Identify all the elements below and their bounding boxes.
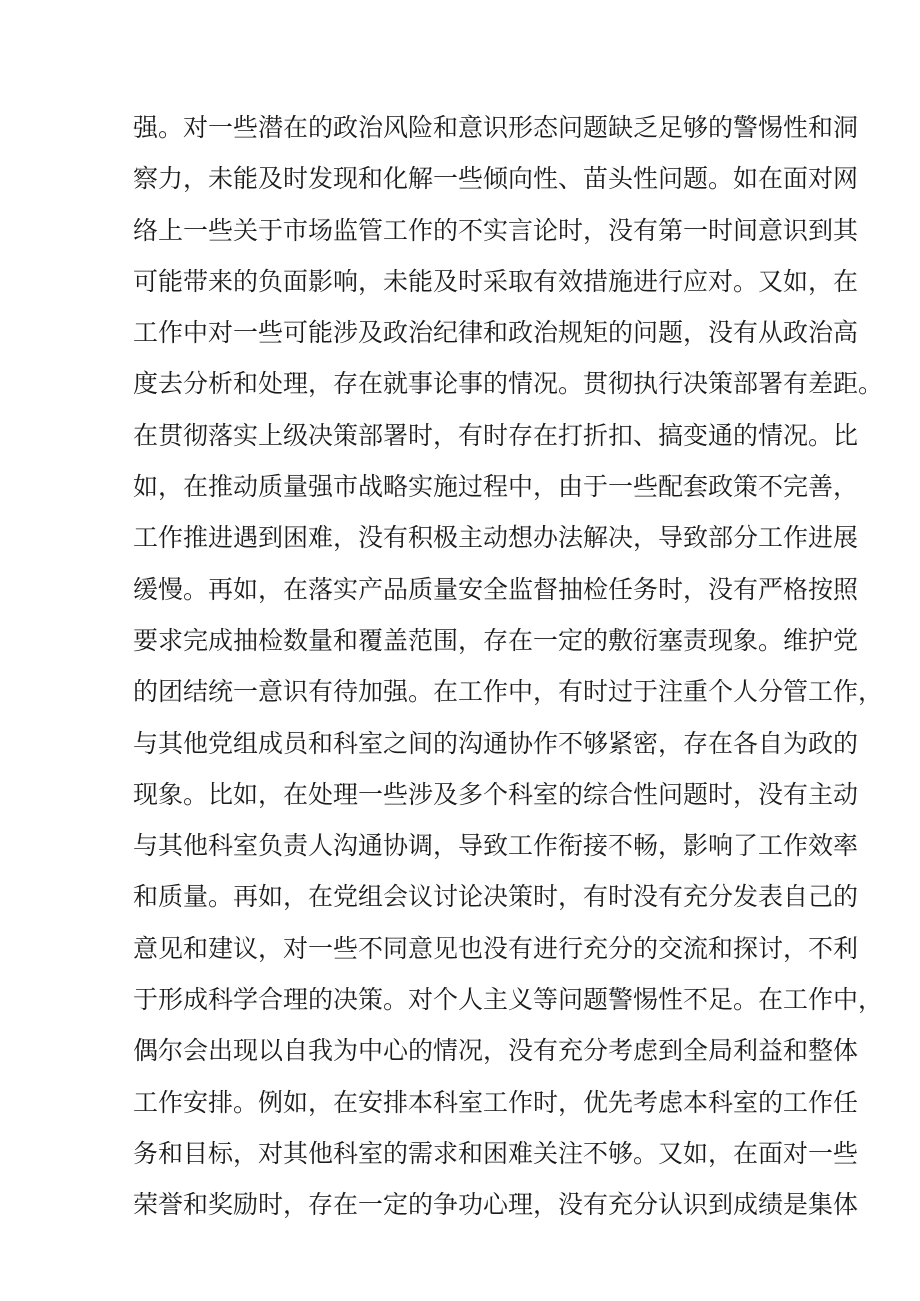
text-line-11: 要求完成抽检数量和覆盖范围，存在一定的敷衍塞责现象。维护党: [133, 625, 859, 655]
text-line-1: 强。对一些潜在的政治风险和意识形态问题缺乏足够的警惕性和洞: [133, 113, 859, 142]
text-line-6: 度去分析和处理，存在就事论事的情况。贯彻执行决策部署有差距。: [133, 369, 884, 399]
text-line-19: 偶尔会出现以自我为中心的情况，没有充分考虑到全局利益和整体: [133, 1036, 859, 1066]
text-line-4: 可能带来的负面影响，未能及时采取有效措施进行应对。又如，在: [133, 266, 859, 296]
text-line-7: 在贯彻落实上级决策部署时，有时存在打折扣、搞变通的情况。比: [133, 420, 859, 450]
text-line-17: 意见和建议，对一些不同意见也没有进行充分的交流和探讨，不利: [133, 933, 859, 963]
text-line-22: 荣誉和奖励时，存在一定的争功心理，没有充分认识到成绩是集体: [133, 1190, 859, 1220]
text-line-10: 缓慢。再如，在落实产品质量安全监督抽检任务时，没有严格按照: [133, 574, 859, 604]
text-line-14: 现象。比如，在处理一些涉及多个科室的综合性问题时，没有主动: [133, 779, 859, 809]
text-line-9: 工作推进遇到困难，没有积极主动想办法解决，导致部分工作进展: [133, 523, 859, 553]
text-line-21: 务和目标，对其他科室的需求和困难关注不够。又如，在面对一些: [133, 1138, 859, 1168]
text-line-12: 的团结统一意识有待加强。在工作中，有时过于注重个人分管工作，: [133, 677, 884, 707]
body-paragraph: [133, 102, 884, 1231]
text-line-16: 和质量。再如，在党组会议讨论决策时，有时没有充分发表自己的: [133, 882, 859, 912]
text-line-15: 与其他科室负责人沟通协调，导致工作衔接不畅，影响了工作效率: [133, 831, 859, 861]
text-line-8: 如，在推动质量强市战略实施过程中，由于一些配套政策不完善，: [133, 472, 859, 502]
text-line-2: 察力，未能及时发现和化解一些倾向性、苗头性问题。如在面对网: [133, 164, 859, 194]
text-line-5: 工作中对一些可能涉及政治纪律和政治规矩的问题，没有从政治高: [133, 318, 859, 348]
text-line-18: 于形成科学合理的决策。对个人主义等问题警惕性不足。在工作中，: [133, 985, 884, 1015]
text-line-13: 与其他党组成员和科室之间的沟通协作不够紧密，存在各自为政的: [133, 728, 859, 758]
text-line-3: 络上一些关于市场监管工作的不实言论时，没有第一时间意识到其: [133, 215, 859, 245]
text-line-20: 工作安排。例如，在安排本科室工作时，优先考虑本科室的工作任: [133, 1087, 859, 1117]
